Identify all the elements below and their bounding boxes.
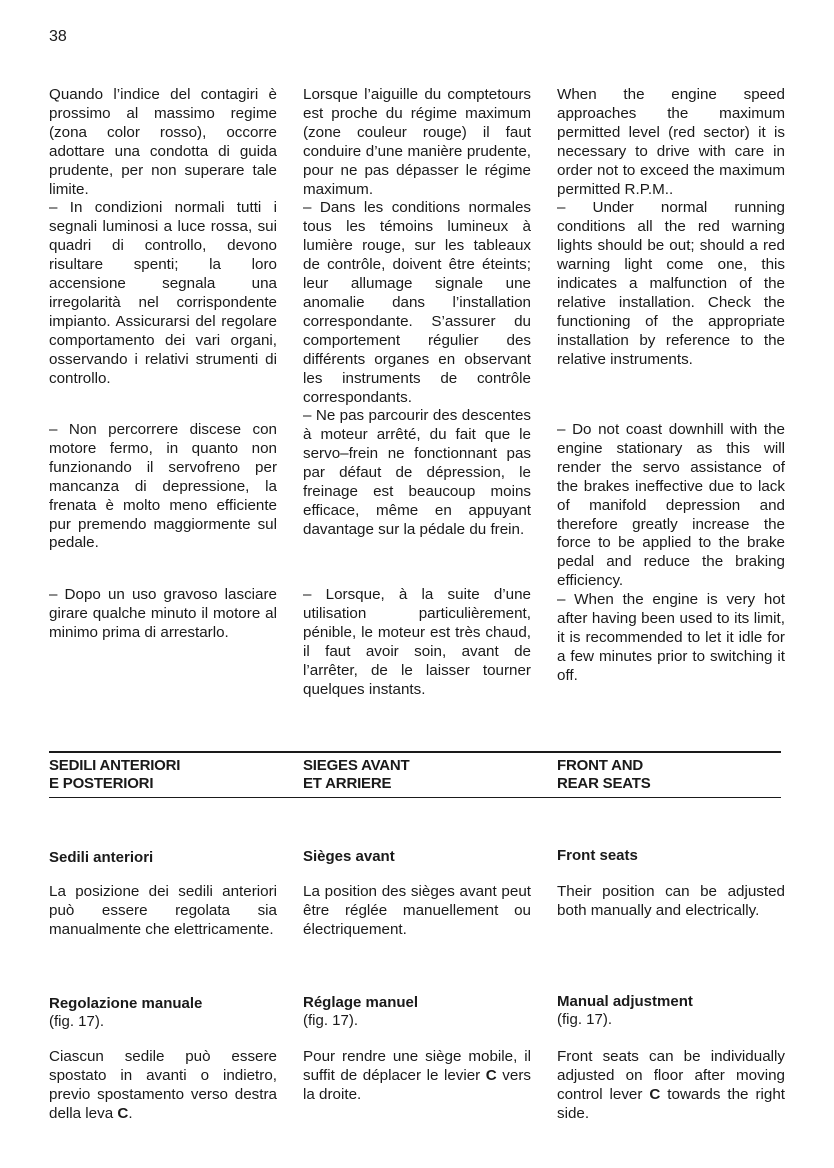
figure-reference: (fig. 17). <box>303 1012 359 1029</box>
section-rule-top <box>49 751 781 753</box>
paragraph: – Dopo un uso gravoso lasciare girare qualche minuto il motore al minimo prima di arrestarlo. <box>49 586 277 641</box>
subheading-title: Regolazione manuale <box>49 995 203 1012</box>
paragraph: – Do not coast downhill with the engine stationary as this will render the servo assistance of the brakes ineffective due to lack of manifold depression and therefore greatly increase the force to be applied to the brake pedal and reduce the braking efficiency. <box>557 421 785 590</box>
subheading-front-seats-en: Front seats <box>557 847 638 864</box>
column-french-upper <box>303 86 531 540</box>
manual-text-en <box>557 1048 785 1124</box>
section-rule-bottom <box>49 797 781 798</box>
subheading-manual-en <box>557 993 693 1029</box>
column-english-upper-2 <box>557 421 785 686</box>
lever-label: C <box>117 1104 129 1122</box>
page-number: 38 <box>49 28 67 45</box>
lever-label: C <box>485 1066 497 1084</box>
front-seats-text-it: La posizione dei sedili anteriori può essere regolata sia manualmente che elettricamente. <box>49 883 277 938</box>
manual-text-end: vers la droite. <box>303 1066 531 1103</box>
manual-text-fr <box>303 1048 531 1105</box>
column-italian-upper-2 <box>49 421 277 553</box>
subheading-manual-it <box>49 995 202 1031</box>
paragraph: – Lorsque, à la suite d’une utilisation particulièrement, pénible, le moteur est très chaud, il faut avoir soin, avant de l’arrêter, de le laisser tourner quelques instants. <box>303 586 531 698</box>
column-italian-upper <box>49 86 277 389</box>
subheading-title: Manual adjustment <box>557 993 693 1010</box>
column-french-upper-2 <box>303 586 531 699</box>
subheading-manual-fr <box>303 994 418 1030</box>
manual-text: Pour rendre une siège mobile, il suffit de déplacer le levier <box>303 1048 531 1084</box>
column-english-upper <box>557 86 785 370</box>
section-heading-line: REAR SEATS <box>557 775 651 792</box>
manual-text-end: towards the right side. <box>557 1085 785 1122</box>
front-seats-text-fr: La position des sièges avant peut être réglée manuellement ou électriquement. <box>303 883 531 938</box>
section-heading-line: ET ARRIERE <box>303 775 392 792</box>
paragraph: Lorsque l’aiguille du comptetours est proche du régime maximum (zone couleur rouge) il faut conduire d’une manière prudente, pour ne pas dépasser le régime maximum. <box>303 86 531 198</box>
section-heading-line: FRONT AND <box>557 757 643 774</box>
paragraph: – Non percorrere discese con motore fermo, in quanto non funzionando il servofreno per mancanza di depressione, la frenata è molto meno efficiente pur premendo maggiormente sul pedale. <box>49 421 277 552</box>
column-italian-upper-3 <box>49 586 277 643</box>
section-heading-english <box>557 757 651 793</box>
subheading-title: Réglage manuel <box>303 994 419 1011</box>
manual-text-it <box>49 1048 277 1124</box>
manual-text-end: . <box>128 1104 133 1122</box>
front-seats-text-en: Their position can be adjusted both manually and electrically. <box>557 883 785 919</box>
paragraph: – When the engine is very hot after having been used to its limit, it is recommended to let it idle for a few minutes prior to switching it off. <box>557 591 785 684</box>
section-heading-italian <box>49 757 180 793</box>
section-heading-french <box>303 757 410 793</box>
subheading-front-seats-fr: Sièges avant <box>303 848 395 865</box>
paragraph: – Under normal running conditions all the red warning lights should be out; should a red warning light come one, this indicates a malfunction of the relative installation. Check the functioning of the appropriate installation by reference to the relative instruments. <box>557 199 785 368</box>
paragraph: – Ne pas parcourir des descentes à moteur arrêté, du fait que le servo–frein ne fonctionnant pas par défaut de dépression, le freinage est beaucoup moins efficace, même en appuyant davantage sur la pédale du frein. <box>303 407 531 538</box>
paragraph: Quando l’indice del contagiri è prossimo al massimo regime (zona color rosso), occorre adottare una condotta di guida prudente, per non superare tale limite. <box>49 86 277 198</box>
section-heading-line: E POSTERIORI <box>49 775 154 792</box>
paragraph: – In condizioni normali tutti i segnali luminosi a luce rossa, sui quadri di controllo, devono risultare spenti; la loro accensione segnala una irregolarità nel corrispondente impianto. Assicurarsi del regolare comportamento dei vari organi, osservando i relativi strumenti di controllo. <box>49 199 277 387</box>
subheading-front-seats-it: Sedili anteriori <box>49 849 154 866</box>
figure-reference: (fig. 17). <box>557 1011 613 1028</box>
paragraph: When the engine speed approaches the maximum permitted level (red sector) it is necessary to drive with care in order not to exceed the maximum permitted R.P.M.. <box>557 86 785 198</box>
figure-reference: (fig. 17). <box>49 1013 105 1030</box>
lever-label: C <box>649 1085 661 1103</box>
paragraph: – Dans les conditions normales tous les témoins lumineux à lumière rouge, sur les tableaux de contrôle, doivent être éteints; leur allumage signale une anomalie dans l’installation correspondante. S’assurer du comportement régulier des différents organes en observant les instruments de contrôle correspondants. <box>303 199 531 406</box>
manual-text: Ciascun sedile può essere spostato in avanti o indietro, previo spostamento verso destra della leva <box>49 1048 277 1122</box>
section-heading-line: SIEGES AVANT <box>303 757 410 774</box>
manual-text: Front seats can be individually adjusted on floor after moving control lever <box>557 1048 785 1103</box>
section-heading-line: SEDILI ANTERIORI <box>49 757 181 774</box>
